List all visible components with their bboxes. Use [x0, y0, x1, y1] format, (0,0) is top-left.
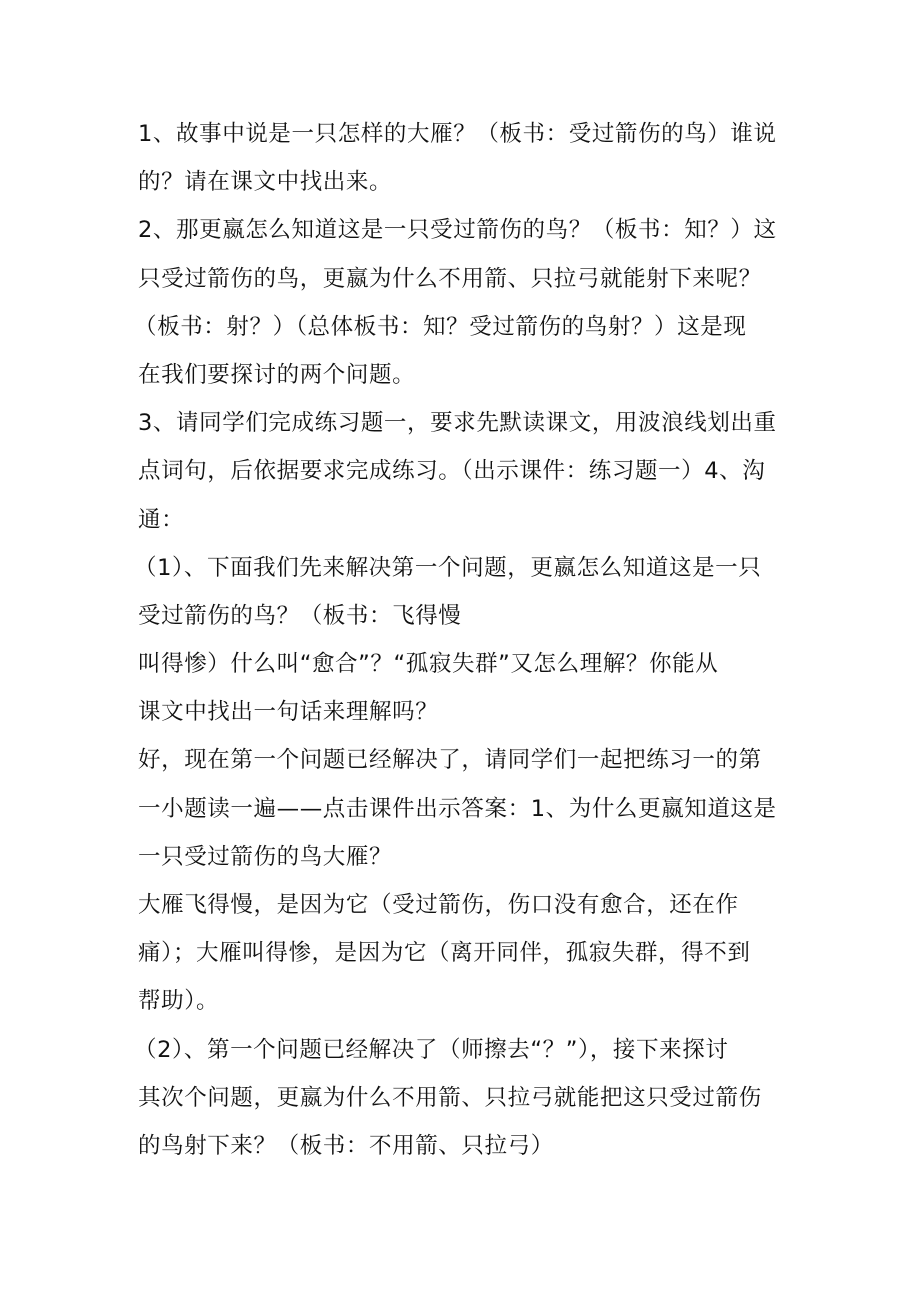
text-line: 2、那更嬴怎么知道这是一只受过箭伤的鸟？（板书：知？）这 [138, 217, 777, 244]
text-line: 3、请同学们完成练习题一，要求先默读课文，用波浪线划出重 [138, 410, 777, 437]
text-line: 只受过箭伤的鸟，更嬴为什么不用箭、只拉弓就能射下来呢？ [138, 265, 762, 292]
text-line: 点词句，后依据要求完成练习。（出示课件：练习题一）4、沟 [138, 458, 766, 485]
text-line: 1、故事中说是一只怎样的大雁？（板书：受过箭伤的鸟）谁说 [138, 121, 777, 147]
text-line: （2）、第一个问题已经解决了（师擦去“？”），接下来探讨 [134, 1036, 729, 1063]
text-line: 一只受过箭伤的鸟大雁？ [138, 843, 393, 870]
text-line: （1）、下面我们先来解决第一个问题，更嬴怎么知道这是一只 [134, 554, 762, 581]
text-line: 的？请在课文中找出来。 [138, 169, 393, 196]
text-line: 其次个问题，更嬴为什么不用箭、只拉弓就能把这只受过箭伤 [138, 1084, 762, 1111]
text-line: 痛）；大雁叫得惨，是因为它（离开同伴，孤寂失群，得不到 [138, 940, 751, 967]
text-line: 好，现在第一个问题已经解决了，请同学们一起把练习一的第 [138, 747, 762, 774]
text-line: 一小题读一遍——点击课件出示答案：1、为什么更嬴知道这是 [138, 795, 777, 822]
text-line: 受过箭伤的鸟？（板书：飞得慢 [138, 602, 462, 629]
text-line: 的鸟射下来？（板书：不用箭、只拉弓） [138, 1132, 554, 1159]
text-line: 帮助）。 [138, 988, 220, 1015]
text-line: 课文中找出一句话来理解吗？ [138, 699, 439, 726]
text-line: （板书：射？）（总体板书：知？受过箭伤的鸟射？）这是现 [134, 313, 747, 340]
text-line: 叫得惨）什么叫“愈合”？“孤寂失群”又怎么理解？你能从 [138, 651, 719, 678]
text-line: 大雁飞得慢，是因为它（受过箭伤，伤口没有愈合，还在作 [138, 892, 739, 918]
document-body [134, 110, 788, 1170]
text-line: 通： [138, 506, 185, 533]
text-line: 在我们要探讨的两个问题。 [138, 361, 416, 388]
